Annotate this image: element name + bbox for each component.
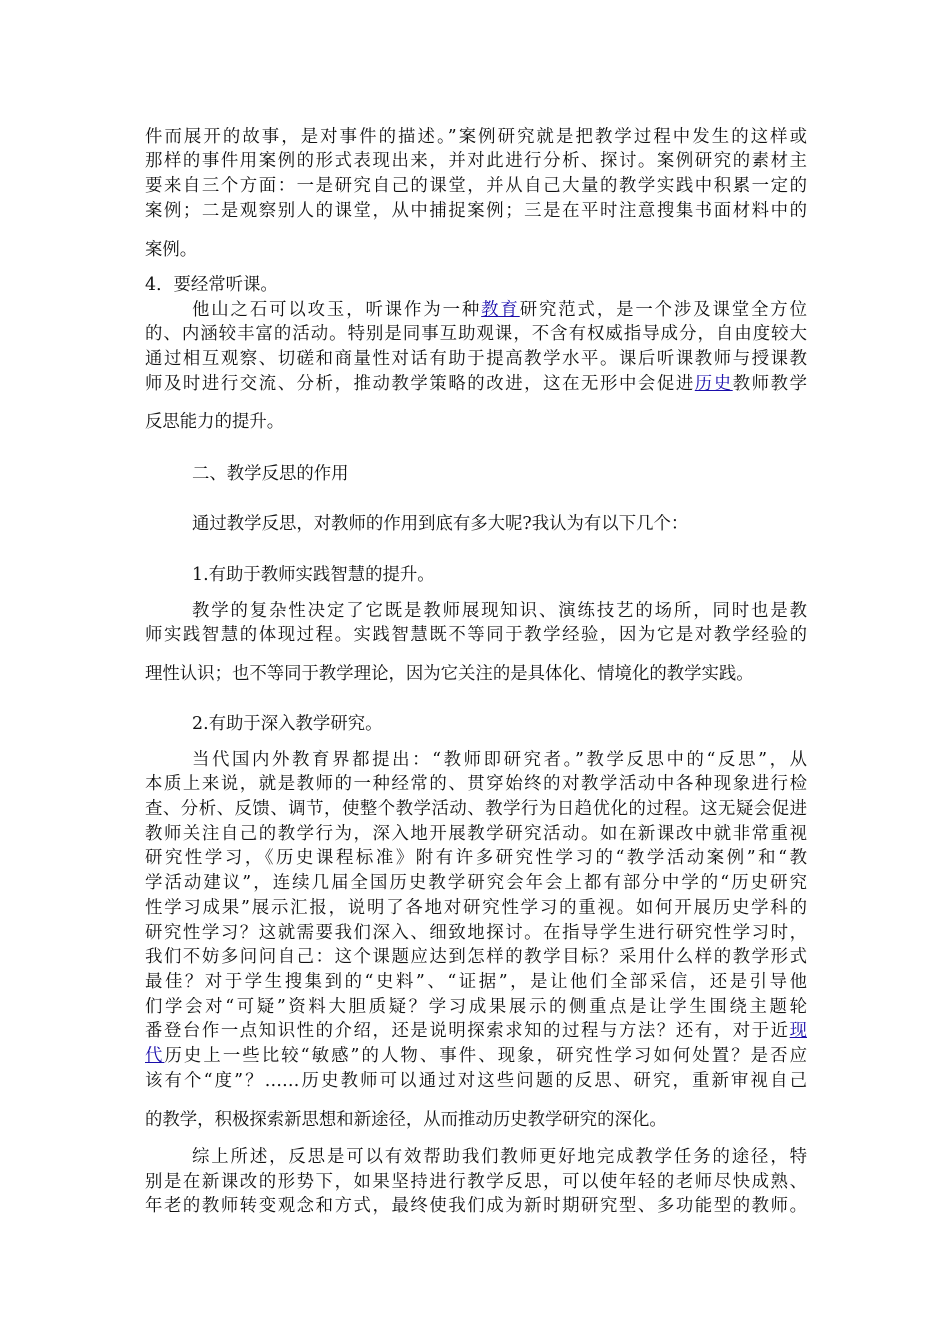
text-span: 教师教学 [732,374,807,394]
body-text-line: 研究性学习？这就需要我们深入、细致地探讨。在指导学生进行研究性学习时， [145,923,807,943]
education-link[interactable]: 教育 [481,300,520,320]
text-span: 他山之石可以攻玉，听课作为一种 [192,300,482,320]
body-text-line: 反思能力的提升。 [145,412,285,432]
body-text-line [192,298,807,322]
modern-link[interactable]: 现 [789,1021,807,1041]
section-heading: 二、教学反思的作用 [192,464,349,484]
text-span: 番登台作一点知识性的介绍，还是说明探索求知的过程与方法？还有，对于近 [145,1021,790,1041]
body-text-line [145,1044,807,1068]
body-text-line: 我们不妨多问问自己：这个课题应达到怎样的教学目标？采用什么样的教学形式 [145,947,807,967]
body-text-line: 的、内涵较丰富的活动。特别是同事互助观课，不含有权威指导成分，自由度较大 [145,324,807,344]
body-text-line: 别是在新课改的形势下，如果坚持进行教学反思，可以使年轻的老师尽快成熟、 [145,1172,807,1192]
body-text-line: 要来自三个方面：一是研究自己的课堂，并从自己大量的教学实践中积累一定的 [145,176,807,196]
subsection-heading: 2.有助于深入教学研究。 [192,714,383,734]
body-text-line: 的教学，积极探索新思想和新途径，从而推动历史教学研究的深化。 [145,1110,667,1130]
body-text-line: 查、分析、反馈、调节，使整个教学活动、教学行为日趋优化的过程。这无疑会促进 [145,799,807,819]
body-text-line: 师实践智慧的体现过程。实践智慧既不等同于教学经验，因为它是对教学经验的 [145,625,807,645]
body-text-line: 综上所述，反思是可以有效帮助我们教师更好地完成教学任务的途径，特 [192,1147,807,1167]
text-span: 研究范式，是一个涉及课堂全方位 [519,300,807,320]
body-text-line: 该有个“度”？……历史教师可以通过对这些问题的反思、研究，重新审视自己 [145,1071,807,1091]
body-text-line: 研究性学习，《历史课程标准》附有许多研究性学习的“教学活动案例”和“教 [145,848,807,868]
body-text-line: 教学的复杂性决定了它既是教师展现知识、演练技艺的场所，同时也是教 [192,601,807,621]
body-text-line: 通过教学反思，对教师的作用到底有多大呢?我认为有以下几个： [192,514,689,534]
body-text-line: 本质上来说，就是教师的一种经常的、贯穿始终的对教学活动中各种现象进行检 [145,774,807,794]
modern-link-continued[interactable]: 代 [145,1046,165,1066]
body-text-line: 们学会对“可疑”资料大胆质疑？学习成果展示的侧重点是让学生围绕主题轮 [145,997,807,1017]
body-text-line: 通过相互观察、切磋和商量性对话有助于提高教学水平。课后听课教师与授课教 [145,349,807,369]
body-text-line [145,1019,807,1043]
body-text-line: 案例；二是观察别人的课堂，从中捕捉案例；三是在平时注意搜集书面材料中的 [145,201,807,221]
body-text-line: 当代国内外教育界都提出：“教师即研究者。”教学反思中的“反思”，从 [192,750,807,770]
section-heading: 4．要经常听课。 [145,275,278,295]
body-text-line: 性学习成果”展示汇报，说明了各地对研究性学习的重视。如何开展历史学科的 [145,898,807,918]
subsection-heading: 1.有助于教师实践智慧的提升。 [192,565,435,585]
text-span: 历史上一些比较“敏感”的人物、事件、现象，研究性学习如何处置？是否应 [164,1046,807,1066]
body-text-line: 那样的事件用案例的形式表现出来，并对此进行分析、探讨。案例研究的素材主 [145,151,807,171]
body-text-line: 学活动建议”，连续几届全国历史教学研究会年会上都有部分中学的“历史研究 [145,873,807,893]
body-text-line: 件而展开的故事，是对事件的描述。”案例研究就是把教学过程中发生的这样或 [145,127,807,147]
body-text-line: 理性认识；也不等同于教学理论，因为它关注的是具体化、情境化的教学实践。 [145,664,754,684]
body-text-line: 案例。 [145,240,198,260]
body-text-line [145,372,807,396]
body-text-line: 最佳？对于学生搜集到的“史料”、“证据”，是让他们全部采信，还是引导他 [145,972,807,992]
body-text-line: 教师关注自己的教学行为，深入地开展教学研究活动。如在新课改中就非常重视 [145,824,807,844]
history-link[interactable]: 历史 [694,374,733,394]
body-text-line: 年老的教师转变观念和方式，最终使我们成为新时期研究型、多功能型的教师。 [145,1196,807,1216]
text-span: 师及时进行交流、分析，推动教学策略的改进，这在无形中会促进 [145,374,695,394]
